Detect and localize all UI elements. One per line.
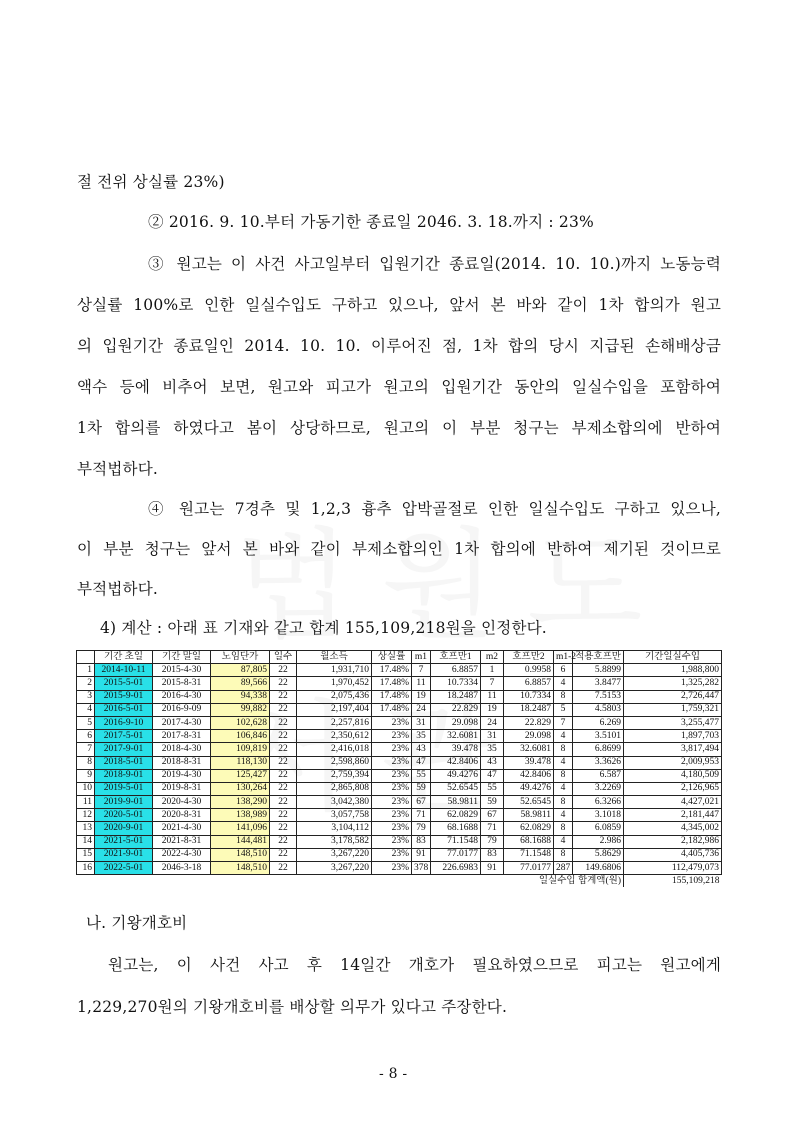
table-cell: 49.4276 (431, 769, 481, 782)
table-cell: 4 (554, 756, 573, 769)
table-cell: 77.0177 (431, 848, 481, 861)
table-cell: 10.7334 (431, 677, 481, 690)
table-row (77, 703, 722, 716)
table-cell: 2017-5-01 (95, 730, 153, 743)
table-cell: 109,819 (211, 743, 270, 756)
paragraph-line: 1차 합의를 하였다고 봄이 상당하므로, 원고의 이 부분 청구는 부제소합의에 반하여 (77, 419, 721, 437)
loss-calculation-table (76, 650, 722, 887)
table-cell: 226.6983 (431, 862, 481, 875)
column-header: 월소득 (297, 651, 372, 664)
table-cell: 4,180,509 (624, 769, 722, 782)
table-cell: 6.3266 (573, 796, 624, 809)
table-cell: 22.829 (504, 716, 554, 729)
table-cell: 79 (412, 822, 431, 835)
table-cell: 3.3626 (573, 756, 624, 769)
table-cell: 71 (481, 822, 504, 835)
table-cell: 43 (481, 756, 504, 769)
table-cell: 2,181,447 (624, 809, 722, 822)
table-cell: 22 (270, 703, 297, 716)
table-cell: 149.6806 (573, 862, 624, 875)
table-cell: 1,931,710 (297, 664, 372, 677)
table-cell: 4 (554, 782, 573, 795)
table-cell: 2,075,436 (297, 690, 372, 703)
table-cell: 19 (412, 690, 431, 703)
table-cell: 14 (77, 835, 95, 848)
paragraph-line: 원고는, 이 사건 사고 후 14일간 개호가 필요하였으므로 피고는 원고에게 (108, 956, 721, 974)
table-cell: 2.986 (573, 835, 624, 848)
table-cell: 32.6081 (431, 730, 481, 743)
table-row (77, 822, 722, 835)
table-cell: 94,338 (211, 690, 270, 703)
table-cell: 144,481 (211, 835, 270, 848)
table-cell: 22 (270, 743, 297, 756)
table-cell: 0.9958 (504, 664, 554, 677)
calc-sentence: 4) 계산 : 아래 표 기재와 같고 합계 155,109,218원을 인정한다. (100, 619, 547, 637)
table-cell: 58.9811 (504, 809, 554, 822)
table-cell: 3,057,758 (297, 809, 372, 822)
table-cell: 4 (554, 835, 573, 848)
table-cell: 6.8857 (431, 664, 481, 677)
table-cell: 71 (412, 809, 431, 822)
table-cell: 6.587 (573, 769, 624, 782)
column-header: 일수 (270, 651, 297, 664)
table-cell: 23% (372, 782, 412, 795)
table-cell: 130,264 (211, 782, 270, 795)
table-cell: 7 (554, 716, 573, 729)
table-cell: 102,628 (211, 716, 270, 729)
table-cell: 2017-4-30 (153, 716, 211, 729)
table-cell: 3.1018 (573, 809, 624, 822)
table-cell: 8 (554, 822, 573, 835)
table-cell: 2046-3-18 (153, 862, 211, 875)
table-cell: 2015-4-30 (153, 664, 211, 677)
table-cell: 2019-8-31 (153, 782, 211, 795)
paragraph-line: 이 부분 청구는 앞서 본 바와 같이 부제소합의인 1차 합의에 반하여 제기된 것이므로 (77, 540, 721, 558)
table-cell: 2,416,018 (297, 743, 372, 756)
table-cell: 2022-5-01 (95, 862, 153, 875)
table-cell: 23% (372, 848, 412, 861)
table-cell: 1,759,321 (624, 703, 722, 716)
table-cell: 55 (412, 769, 431, 782)
total-label: 일실수입 합계액(원) (538, 875, 621, 886)
table-cell: 22 (270, 690, 297, 703)
table-cell: 91 (412, 848, 431, 861)
table-cell: 43 (412, 743, 431, 756)
paragraph-line: 상실률 100%로 인한 일실수입도 구하고 있으나, 앞서 본 바와 같이 1차 합의가 원고 (77, 296, 721, 314)
paragraph-line: 1,229,270원의 기왕개호비를 배상할 의무가 있다고 주장한다. (77, 998, 508, 1016)
table-cell: 23% (372, 769, 412, 782)
section-heading: 나. 기왕개호비 (86, 914, 188, 932)
table-cell: 118,130 (211, 756, 270, 769)
table-cell: 2016-5-01 (95, 703, 153, 716)
table-cell: 6.8857 (504, 677, 554, 690)
table-cell: 23% (372, 862, 412, 875)
table-cell: 24 (412, 703, 431, 716)
table-cell: 2,197,404 (297, 703, 372, 716)
table-cell: 2020-9-01 (95, 822, 153, 835)
table-cell: 8 (554, 690, 573, 703)
paragraph-line: ④ 원고는 7경추 및 1,2,3 흉추 압박골절로 인한 일실수입도 구하고 있으나, (148, 500, 721, 518)
table-cell: 5.8899 (573, 664, 624, 677)
table-cell: 8 (554, 769, 573, 782)
table-cell: 29.098 (431, 716, 481, 729)
column-header: 호프만1 (431, 651, 481, 664)
table-cell: 7 (77, 743, 95, 756)
table-cell: 3,104,112 (297, 822, 372, 835)
table-cell: 23% (372, 822, 412, 835)
table-cell: 89,566 (211, 677, 270, 690)
paragraph-line: ③ 원고는 이 사건 사고일부터 입원기간 종료일(2014. 10. 10.)까지 노동능력 (148, 255, 721, 273)
table-cell: 11 (481, 690, 504, 703)
table-row (77, 862, 722, 875)
table-cell: 68.1688 (431, 822, 481, 835)
table-cell: 22 (270, 848, 297, 861)
table-cell: 2017-9-01 (95, 743, 153, 756)
paragraph-line: 절 전위 상실률 23%) (77, 173, 225, 191)
table-cell: 4 (554, 730, 573, 743)
table-cell: 22 (270, 677, 297, 690)
table-row (77, 835, 722, 848)
table-cell: 2,257,816 (297, 716, 372, 729)
column-header: m1 (412, 651, 431, 664)
table-cell: 47 (481, 769, 504, 782)
table-cell: 22 (270, 756, 297, 769)
table-cell: 79 (481, 835, 504, 848)
table-cell: 7.5153 (573, 690, 624, 703)
table-cell: 23% (372, 756, 412, 769)
column-header: 노임단가 (211, 651, 270, 664)
table-cell: 2,009,953 (624, 756, 722, 769)
paragraph-line: 부적법하다. (77, 580, 158, 598)
table-cell: 22 (270, 822, 297, 835)
table-cell: 42.8406 (504, 769, 554, 782)
table-row (77, 677, 722, 690)
column-header: 적용호프만 (573, 651, 624, 664)
table-cell: 6.269 (573, 716, 624, 729)
table-row (77, 796, 722, 809)
table-cell: 52.6545 (504, 796, 554, 809)
table-cell: 39.478 (504, 756, 554, 769)
table-cell: 5 (77, 716, 95, 729)
paragraph-line: 부적법하다. (77, 460, 158, 478)
table-cell: 148,510 (211, 862, 270, 875)
table-cell: 2017-8-31 (153, 730, 211, 743)
table-cell: 18.2487 (431, 690, 481, 703)
table-cell: 8 (554, 796, 573, 809)
table-cell: 71.1548 (504, 848, 554, 861)
table-cell: 67 (481, 809, 504, 822)
table-cell: 19 (481, 703, 504, 716)
table-cell: 23% (372, 809, 412, 822)
table-cell: 138,290 (211, 796, 270, 809)
table-cell: 4,405,736 (624, 848, 722, 861)
table-cell: 11 (77, 796, 95, 809)
table-cell: 6 (77, 730, 95, 743)
table-cell: 2015-8-31 (153, 677, 211, 690)
table-cell: 4 (554, 809, 573, 822)
table-cell: 52.6545 (431, 782, 481, 795)
column-header: 기간 초일 (95, 651, 153, 664)
table-cell: 112,479,073 (624, 862, 722, 875)
table-cell: 35 (412, 730, 431, 743)
table-cell: 5.8629 (573, 848, 624, 861)
table-cell: 2,726,447 (624, 690, 722, 703)
table-cell: 4.5803 (573, 703, 624, 716)
table-cell: 59 (412, 782, 431, 795)
table-cell: 2019-4-30 (153, 769, 211, 782)
total-value: 155,109,218 (624, 875, 722, 888)
table-cell: 22 (270, 835, 297, 848)
table-cell: 6 (554, 664, 573, 677)
table-cell: 12 (77, 809, 95, 822)
table-cell: 3,255,477 (624, 716, 722, 729)
table-cell: 32.6081 (504, 743, 554, 756)
table-cell: 2018-5-01 (95, 756, 153, 769)
table-cell: 2016-9-09 (153, 703, 211, 716)
table-cell: 378 (412, 862, 431, 875)
table-cell: 2,182,986 (624, 835, 722, 848)
table-cell: 10 (77, 782, 95, 795)
table-cell: 62.0829 (431, 809, 481, 822)
table-cell: 1,988,800 (624, 664, 722, 677)
table-cell: 17.48% (372, 690, 412, 703)
table-cell: 2021-9-01 (95, 848, 153, 861)
table-cell: 99,882 (211, 703, 270, 716)
table-cell: 3,178,582 (297, 835, 372, 848)
table-cell: 35 (481, 743, 504, 756)
table-cell: 31 (481, 730, 504, 743)
table-cell: 23% (372, 730, 412, 743)
table-cell: 22 (270, 796, 297, 809)
table-cell: 1 (481, 664, 504, 677)
table-cell: 1 (77, 664, 95, 677)
table-cell: 4 (77, 703, 95, 716)
table-cell: 2,598,860 (297, 756, 372, 769)
table-cell: 6.0859 (573, 822, 624, 835)
table-cell: 11 (412, 677, 431, 690)
table-cell: 22 (270, 769, 297, 782)
table-cell: 39.478 (431, 743, 481, 756)
table-row (77, 690, 722, 703)
table-cell: 10.7334 (504, 690, 554, 703)
table-cell: 71.1548 (431, 835, 481, 848)
table-cell: 42.8406 (431, 756, 481, 769)
table-cell: 31 (412, 716, 431, 729)
table-cell: 2015-9-01 (95, 690, 153, 703)
table-cell: 2022-4-30 (153, 848, 211, 861)
table-cell: 3.8477 (573, 677, 624, 690)
table-cell: 3 (77, 690, 95, 703)
table-cell: 148,510 (211, 848, 270, 861)
table-cell: 2,759,394 (297, 769, 372, 782)
table-cell: 49.4276 (504, 782, 554, 795)
total-row (77, 875, 722, 888)
table-cell: 2016-4-30 (153, 690, 211, 703)
table-cell: 23% (372, 796, 412, 809)
table-cell: 6.8699 (573, 743, 624, 756)
table-cell: 23% (372, 716, 412, 729)
column-header: 기간 말일 (153, 651, 211, 664)
table-cell: 125,427 (211, 769, 270, 782)
table-cell: 3,267,220 (297, 862, 372, 875)
table-cell: 23% (372, 835, 412, 848)
table-cell: 47 (412, 756, 431, 769)
table-cell: 24 (481, 716, 504, 729)
table-cell: 22.829 (431, 703, 481, 716)
table-cell: 2018-9-01 (95, 769, 153, 782)
table-cell: 7 (481, 677, 504, 690)
table-cell: 2018-4-30 (153, 743, 211, 756)
column-header: 기간일실수입 (624, 651, 722, 664)
table-cell: 3,042,380 (297, 796, 372, 809)
table-cell: 4 (554, 677, 573, 690)
table-cell: 2021-4-30 (153, 822, 211, 835)
table-cell: 67 (412, 796, 431, 809)
table-row (77, 782, 722, 795)
table-cell: 18.2487 (504, 703, 554, 716)
table-cell: 59 (481, 796, 504, 809)
table-row (77, 848, 722, 861)
table-cell: 83 (481, 848, 504, 861)
table-cell: 3,267,220 (297, 848, 372, 861)
paragraph-line: 의 입원기간 종료일인 2014. 10. 10. 이루어진 점, 1차 합의 당시 지급된 손해배상금 (77, 337, 721, 355)
page-number: - 8 - (379, 1066, 408, 1082)
table-cell: 17.48% (372, 703, 412, 716)
table-cell: 16 (77, 862, 95, 875)
table-cell: 9 (77, 769, 95, 782)
column-header: m1-2 (554, 651, 573, 664)
table-row (77, 769, 722, 782)
column-header: 호프만2 (504, 651, 554, 664)
table-cell: 2014-10-11 (95, 664, 153, 677)
table-cell: 2021-8-31 (153, 835, 211, 848)
table-cell: 2,865,808 (297, 782, 372, 795)
table-row (77, 743, 722, 756)
table-cell: 22 (270, 664, 297, 677)
table-row (77, 730, 722, 743)
table-cell: 2018-8-31 (153, 756, 211, 769)
table-cell: 4,345,002 (624, 822, 722, 835)
table-cell: 2019-9-01 (95, 796, 153, 809)
table-cell: 7 (412, 664, 431, 677)
table-cell: 2016-9-10 (95, 716, 153, 729)
table-cell: 1,897,703 (624, 730, 722, 743)
table-cell: 15 (77, 848, 95, 861)
table-cell: 141,096 (211, 822, 270, 835)
table-cell: 138,989 (211, 809, 270, 822)
table-cell: 8 (77, 756, 95, 769)
table-cell: 2 (77, 677, 95, 690)
table-cell: 2019-5-01 (95, 782, 153, 795)
table-cell: 2,350,612 (297, 730, 372, 743)
table-cell: 29.098 (504, 730, 554, 743)
table-cell: 5 (554, 703, 573, 716)
table-cell: 87,805 (211, 664, 270, 677)
table-row (77, 809, 722, 822)
table-cell: 68.1688 (504, 835, 554, 848)
column-header (77, 651, 95, 664)
table-cell: 2015-5-01 (95, 677, 153, 690)
table-cell: 3.2269 (573, 782, 624, 795)
table-cell: 77.0177 (504, 862, 554, 875)
table-cell: 2020-5-01 (95, 809, 153, 822)
table-cell: 22 (270, 716, 297, 729)
table-cell: 58.9811 (431, 796, 481, 809)
table-cell: 3.5101 (573, 730, 624, 743)
table-cell: 8 (554, 743, 573, 756)
table-cell: 23% (372, 743, 412, 756)
table-cell: 62.0829 (504, 822, 554, 835)
table-cell: 2021-5-01 (95, 835, 153, 848)
table-cell: 22 (270, 809, 297, 822)
table-cell: 2020-4-30 (153, 796, 211, 809)
table-cell: 2,126,965 (624, 782, 722, 795)
table-cell: 13 (77, 822, 95, 835)
table-cell: 3,817,494 (624, 743, 722, 756)
table-row (77, 756, 722, 769)
table-cell: 106,846 (211, 730, 270, 743)
table-cell: 22 (270, 730, 297, 743)
table-cell: 91 (481, 862, 504, 875)
table-row (77, 664, 722, 677)
table-cell: 22 (270, 782, 297, 795)
table-cell: 17.48% (372, 664, 412, 677)
table-cell: 4,427,021 (624, 796, 722, 809)
table-row (77, 716, 722, 729)
table-cell: 83 (412, 835, 431, 848)
column-header: 상실률 (372, 651, 412, 664)
table-cell: 1,970,452 (297, 677, 372, 690)
table-cell: 55 (481, 782, 504, 795)
table-cell: 22 (270, 862, 297, 875)
column-header: m2 (481, 651, 504, 664)
paragraph-line: 액수 등에 비추어 보면, 원고와 피고가 원고의 입원기간 동안의 일실수입을 포함하여 (77, 378, 721, 396)
table-cell: 8 (554, 848, 573, 861)
paragraph-line: ② 2016. 9. 10.부터 가동기한 종료일 2046. 3. 18.까지 : 23% (148, 213, 594, 231)
table-cell: 287 (554, 862, 573, 875)
table-cell: 1,325,282 (624, 677, 722, 690)
table-cell: 2020-8-31 (153, 809, 211, 822)
table-header-row (77, 651, 722, 664)
table-cell: 17.48% (372, 677, 412, 690)
